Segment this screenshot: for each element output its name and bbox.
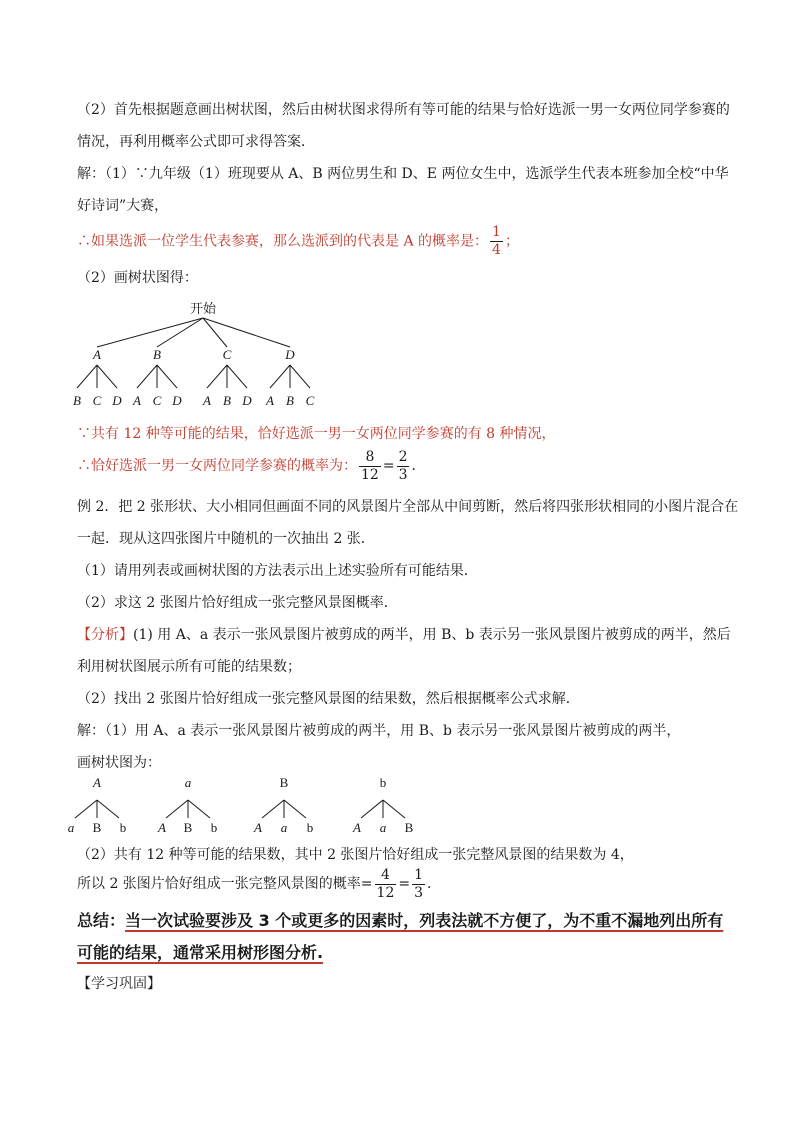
tree-diagram-2 <box>60 770 440 840</box>
summary-line-1 <box>77 910 723 932</box>
example2-probability-text: 所以 2 张图片恰好组成一张完整风景图的概率= <box>77 876 373 892</box>
outcome-count-line: ∵共有 12 种等可能的结果，恰好选派一男一女两位同学参赛的有 8 种情况， <box>77 426 556 442</box>
tree2-leaf-label: A <box>353 820 361 835</box>
tree2-edge <box>262 800 284 818</box>
fraction-denominator: 3 <box>414 884 424 901</box>
tree-leaf-label: A <box>203 393 211 408</box>
example2-question-1: （1）请用列表或画树状图的方法表示出上述实验所有可能结果． <box>77 563 478 579</box>
example2-analysis-1 <box>77 625 731 645</box>
fraction-one-quarter <box>490 224 503 259</box>
fraction-numerator: 2 <box>398 448 408 465</box>
example2-analysis-3: （2）找出 2 张图片恰好组成一张完整风景图的结果数，然后根据概率公式求解． <box>77 691 580 707</box>
tree2-leaf-label: a <box>67 820 75 835</box>
punct: ． <box>427 876 442 892</box>
tree2-edge <box>75 800 97 818</box>
tree-diagram-1 <box>60 295 360 415</box>
tree-leaf-label: C <box>305 393 315 408</box>
tree-leaf-label: D <box>112 393 122 408</box>
tree2-edge <box>166 800 188 818</box>
tree2-edge <box>284 800 306 818</box>
fraction-numerator: 4 <box>381 866 390 883</box>
summary-text-1: 当一次试验要涉及 3 个或更多的因素时，列表法就不方便了，为不重不漏地列出所有 <box>125 911 724 930</box>
tree-leaf-label: D <box>242 393 252 408</box>
solution-line-1: 解：（1）∵九年级（1）班现要从 A、B 两位男生和 D、E 两位女生中，选派学生代表本班参加全校“中华 <box>77 166 729 182</box>
tree2-leaf-label: B <box>92 820 102 835</box>
tree-root-label: 开始 <box>189 302 217 317</box>
summary-label: 总结： <box>77 911 126 930</box>
example2-line-1: 例 2．把 2 张形状、大小相同但画面不同的风景图片全部从中间剪断，然后将四张形状相同的小图片混合在 <box>77 499 739 515</box>
equals-sign: = <box>398 876 411 892</box>
tree-intro-line: （2）画树状图得： <box>77 270 198 286</box>
tree2-leaf-label: a <box>379 820 387 835</box>
probability-result-text: ∴恰好选派一男一女两位同学参赛的概率为： <box>77 458 357 474</box>
tree-branch-label: C <box>222 347 232 362</box>
fraction-1-3 <box>412 867 425 902</box>
probability-a-line <box>77 224 519 259</box>
example2-analysis-2: 利用树状图展示所有可能的结果数； <box>77 659 301 675</box>
analysis-line-1: （2）首先根据题意画出树状图，然后由树状图求得所有等可能的结果与恰好选派一男一女两位同学参赛的 <box>77 102 730 118</box>
tree-leaf-label: B <box>286 393 294 408</box>
tree-leaf-label: C <box>92 393 102 408</box>
fraction-numerator: 1 <box>414 866 424 883</box>
analysis-text: (1) 用 A、a 表示一张风景图片被剪成的两半，用 B、b 表示另一张风景图片被剪成的两半，然后 <box>133 627 731 643</box>
probability-a-text: ∴如果选派一位学生代表参赛，那么选派到的代表是 A 的概率是： <box>77 233 489 250</box>
tree-edge <box>157 365 177 388</box>
tree2-leaf-label: A <box>158 820 166 835</box>
tree-leaf-label: C <box>152 393 162 408</box>
tree-edge <box>290 365 310 388</box>
tree2-leaf-label: b <box>119 820 127 835</box>
fraction-denominator: 3 <box>398 466 408 483</box>
fraction-2-3 <box>397 449 410 484</box>
equals-sign: = <box>382 458 395 474</box>
tree2-edge <box>383 800 405 818</box>
punct: ； <box>504 233 519 250</box>
example2-solution-2: 画树状图为： <box>77 755 161 771</box>
tree2-branch-label: a <box>184 775 192 790</box>
tree-edge <box>203 318 290 347</box>
probability-result-line <box>77 448 425 484</box>
tree2-leaf-label: A <box>254 820 262 835</box>
tree2-edge <box>361 800 383 818</box>
analysis-line-2: 情况，再利用概率公式即可求得答案． <box>77 134 315 150</box>
tree2-branch-label: b <box>379 775 387 790</box>
consolidation-heading: 【学习巩固】 <box>77 976 161 992</box>
tree2-leaf-label: b <box>210 820 218 835</box>
tree2-branch-label: A <box>93 775 101 790</box>
tree2-leaf-label: a <box>280 820 288 835</box>
tree-leaf-label: A <box>266 393 274 408</box>
tree-leaf-label: A <box>133 393 141 408</box>
tree-edge <box>207 365 227 388</box>
tree-branch-label: D <box>285 347 295 362</box>
fraction-denominator: 12 <box>376 884 395 901</box>
solution-line-2: 好诗词”大赛， <box>77 198 169 214</box>
tree2-leaf-label: B <box>183 820 193 835</box>
example2-probability-line <box>77 866 441 902</box>
tree2-leaf-label: B <box>404 820 414 835</box>
tree-edge <box>270 365 290 388</box>
tree-edge <box>77 365 97 388</box>
summary-text-2: 可能的结果，通常采用树形图分析. <box>77 943 324 962</box>
example2-line-2: 一起．现从这四张图片中随机的一次抽出 2 张． <box>77 531 375 547</box>
tree-branch-label: A <box>93 347 101 362</box>
tree-edge <box>137 365 157 388</box>
tree2-edge <box>97 800 119 818</box>
fraction-denominator: 12 <box>361 466 379 483</box>
summary-line-2 <box>77 942 323 964</box>
example2-question-2: （2）求这 2 张图片恰好组成一张完整风景图概率． <box>77 595 398 611</box>
tree2-leaf-label: b <box>306 820 314 835</box>
tree-leaf-label: B <box>223 393 231 408</box>
tree-edge <box>227 365 247 388</box>
tree-leaf-label: B <box>73 393 81 408</box>
analysis-tag: 【分析】 <box>77 627 133 643</box>
fraction-numerator: 1 <box>492 224 501 240</box>
tree-edge <box>97 365 117 388</box>
tree-branch-label: B <box>153 347 161 362</box>
fraction-numerator: 8 <box>365 448 375 465</box>
example2-solution-1: 解：（1）用 A、a 表示一张风景图片被剪成的两半，用 B、b 表示另一张风景图片被剪成的两半， <box>77 723 681 739</box>
fraction-denominator: 4 <box>492 242 501 258</box>
fraction-4-12 <box>375 867 397 902</box>
tree-leaf-label: D <box>172 393 182 408</box>
tree2-edge <box>188 800 210 818</box>
tree2-branch-label: B <box>279 775 289 790</box>
punct: ． <box>411 458 426 474</box>
fraction-8-12 <box>359 449 381 484</box>
example2-solution-3: （2）共有 12 种等可能的结果数，其中 2 张图片恰好组成一张完整风景图的结果数为 4， <box>77 847 634 863</box>
tree-edge <box>157 318 203 347</box>
tree-edge <box>97 318 203 347</box>
